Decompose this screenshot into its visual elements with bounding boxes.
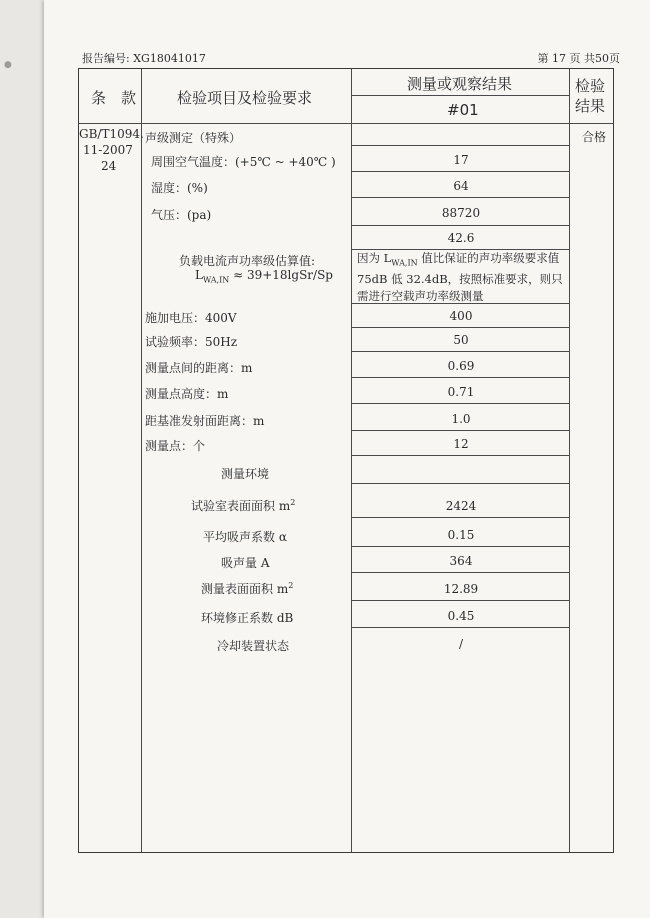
point-height-value: 0.71	[447, 385, 475, 399]
absorption-amount-label: 吸声量 A	[221, 556, 270, 570]
row-line	[351, 572, 569, 573]
frequency-label: 试验频率：50Hz	[145, 335, 238, 349]
row-line	[351, 171, 569, 172]
point-spacing-label: 测量点间的距离：m	[145, 361, 253, 375]
measurement-area-value: 12.89	[443, 582, 479, 596]
temperature-label: 周围空气温度：(+5℃ ~ +40℃ )	[151, 155, 336, 169]
verdict-header-line2: 结果	[575, 97, 606, 115]
clause-line1: GB/T1094.	[79, 127, 144, 141]
voltage-value: 400	[449, 309, 473, 323]
environment-title: 测量环境	[221, 467, 270, 481]
estimate-label-line1: 负载电流声功率级估算值:	[179, 254, 316, 268]
row-line	[351, 483, 569, 484]
cooling-state-label: 冷却装置状态	[217, 639, 290, 653]
point-count-value: 12	[453, 437, 469, 451]
room-area-label: 试验室表面面积 $m^2$	[191, 498, 296, 513]
header-split-line	[351, 95, 569, 96]
estimate-value: 42.6	[447, 231, 475, 245]
header-bottom-line	[79, 123, 613, 124]
results-header: 测量或观察结果	[407, 75, 513, 93]
frequency-value: 50	[453, 333, 469, 347]
row-line	[351, 546, 569, 547]
point-spacing-value: 0.69	[447, 359, 475, 373]
report-number: 报告编号: XG18041017	[82, 52, 206, 65]
row-line	[351, 225, 569, 226]
point-height-label: 测量点高度：m	[145, 387, 229, 401]
voltage-label: 施加电压：400V	[145, 311, 237, 325]
section-title: 声级测定（特殊）	[145, 131, 242, 145]
humidity-value: 64	[453, 179, 469, 193]
cooling-state-value: /	[458, 637, 464, 651]
items-header: 检验项目及检验要求	[177, 89, 313, 107]
row-line	[351, 517, 569, 518]
gutter-mark: ●	[4, 60, 12, 70]
environment-correction-label: 环境修正系数 dB	[201, 611, 294, 625]
clause-line3: 24	[101, 159, 117, 173]
environment-correction-value: 0.45	[447, 609, 475, 623]
clause-line2: 11-2007	[83, 143, 133, 157]
row-line	[351, 600, 569, 601]
results-subheader: #01	[447, 101, 479, 119]
row-line	[351, 197, 569, 198]
estimate-note: 因为 $L_{WA,IN}$ 值比保证的声功率级要求值 75dB 低 32.4dB，按照标准要求，则只需进行空载声功率级测量	[357, 251, 563, 304]
absorption-coefficient-value: 0.15	[447, 528, 475, 542]
col-divider	[141, 69, 142, 852]
row-line	[351, 430, 569, 431]
row-line	[351, 351, 569, 352]
page-info: 第 17 页 共50页	[537, 52, 620, 65]
row-line	[351, 455, 569, 456]
row-line	[351, 145, 569, 146]
verdict-value: 合格	[582, 130, 607, 144]
clause-header: 条 款	[91, 89, 137, 107]
estimate-formula: $L_{WA,IN}$ ≈ 39+18lgSr/Sp	[195, 268, 333, 285]
pressure-value: 88720	[441, 206, 481, 220]
inspection-table	[78, 68, 614, 853]
pressure-label: 气压：(pa)	[151, 208, 212, 222]
reference-distance-label: 距基准发射面距离：m	[145, 414, 265, 428]
point-count-label: 测量点：个	[145, 439, 206, 453]
row-line	[351, 303, 569, 304]
absorption-amount-value: 364	[449, 554, 473, 568]
row-line	[351, 627, 569, 628]
measurement-area-label: 测量表面面积 $m^2$	[201, 581, 294, 596]
row-line	[351, 403, 569, 404]
verdict-header-line1: 检验	[575, 77, 606, 95]
room-area-value: 2424	[445, 499, 477, 513]
absorption-coefficient-label: 平均吸声系数 α	[203, 530, 287, 544]
reference-distance-value: 1.0	[451, 412, 471, 426]
row-line	[351, 327, 569, 328]
page-header	[82, 50, 620, 68]
row-line	[351, 377, 569, 378]
temperature-value: 17	[453, 153, 469, 167]
humidity-label: 湿度：(%)	[151, 181, 208, 195]
